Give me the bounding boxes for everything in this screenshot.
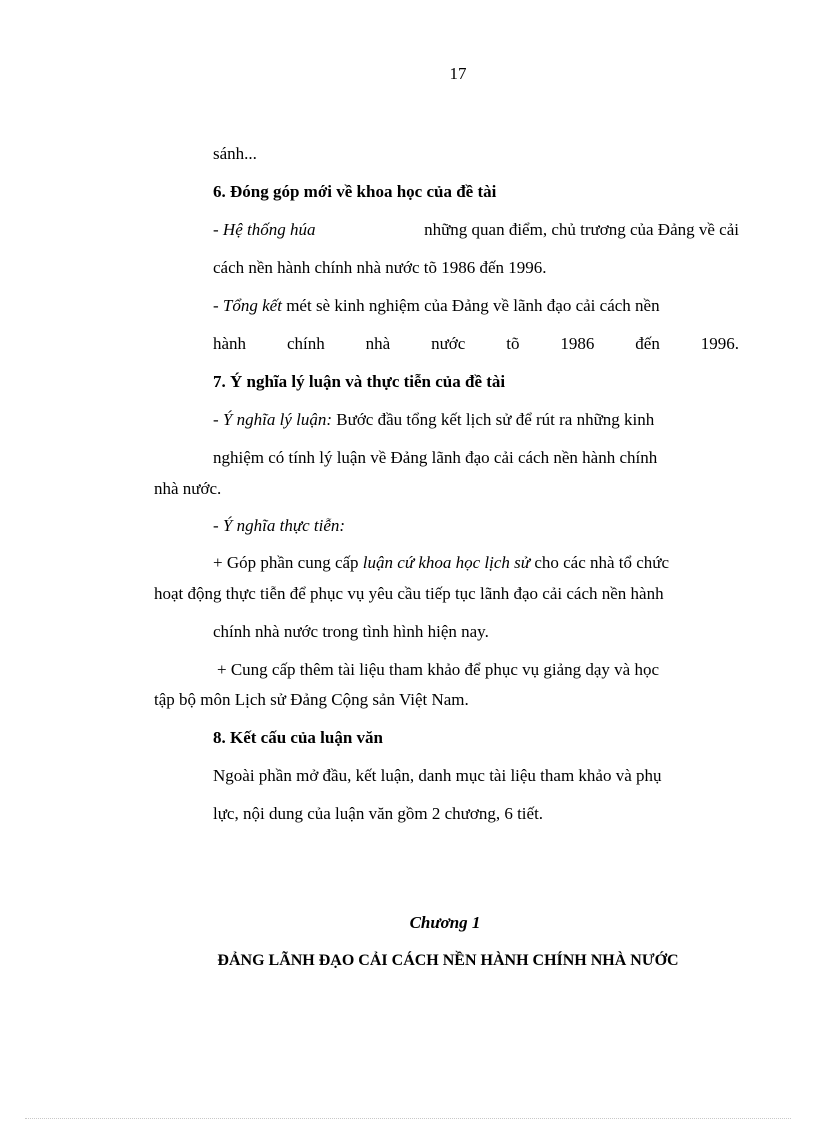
chapter-label: Chương 1 <box>409 913 481 932</box>
word: nhà <box>365 334 391 353</box>
page-bottom-divider <box>25 1118 791 1119</box>
text-line: cách nền hành chính nhà nước tõ 1986 đến 1996. <box>213 258 547 277</box>
text-line: sánh... <box>213 144 257 163</box>
text-line <box>213 220 739 240</box>
text-line: nghiệm có tính lý luận về Đảng lãnh đạo cải cách nền hành chính <box>213 448 658 467</box>
text-fragment: - Hệ thống húa <box>213 220 316 239</box>
text-line: tập bộ môn Lịch sử Đảng Cộng sản Việt Nam. <box>154 690 469 709</box>
word: tõ <box>506 334 520 353</box>
section-heading-6: 6. Đóng góp mới về khoa học của đề tài <box>213 182 497 201</box>
emphasis-text: Ý nghĩa lý luận: <box>222 410 333 429</box>
emphasis-text: Tổng kết <box>222 296 282 315</box>
word: hành <box>213 334 247 353</box>
emphasis-text: Hệ thống húa <box>222 220 316 239</box>
section-heading-8: 8. Kết cấu của luận văn <box>213 728 384 747</box>
justified-line <box>213 334 739 354</box>
text-fragment: những quan điểm, chủ trương của Đảng về cải <box>424 220 739 239</box>
text-fragment: mét sè kinh nghiệm của Đảng về lãnh đạo cải cách nền <box>286 296 660 315</box>
emphasis-text: luận cứ khoa học lịch sử <box>362 553 531 572</box>
chapter-title: ĐẢNG LÃNH ĐẠO CẢI CÁCH NỀN HÀNH CHÍNH NHÀ NƯỚC <box>217 952 679 969</box>
text-fragment: cho các nhà tổ chức <box>534 553 670 572</box>
text-fragment: Bước đầu tổng kết lịch sử để rút ra những kinh <box>336 410 655 429</box>
text-line: lực, nội dung của luận văn gồm 2 chương, 6 tiết. <box>213 804 544 823</box>
text-line: - Ý nghĩa thực tiễn: <box>213 516 346 535</box>
text-line <box>213 553 669 573</box>
word: đến <box>635 334 660 353</box>
text-line: Ngoài phần mở đầu, kết luận, danh mục tài liệu tham khảo và phụ <box>213 766 662 785</box>
text-line: + Cung cấp thêm tài liệu tham khảo để phục vụ giảng dạy và học <box>217 660 660 679</box>
word: 1986 <box>560 334 595 353</box>
word: 1996. <box>700 334 739 353</box>
text-fragment: + Góp phần cung cấp <box>213 553 359 572</box>
section-heading-7: 7. Ý nghĩa lý luận và thực tiễn của đề tài <box>213 372 506 391</box>
word: nước <box>431 334 466 353</box>
text-line: - Tổng kết mét sè kinh nghiệm của Đảng về lãnh đạo cải cách nền <box>213 296 660 315</box>
text-line: - Ý nghĩa lý luận: Bước đầu tổng kết lịch sử để rút ra những kinh <box>213 410 655 429</box>
text-line: hoạt động thực tiễn để phục vụ yêu cầu tiếp tục lãnh đạo cải cách nền hành <box>154 584 664 603</box>
text-line: chính nhà nước trong tình hình hiện nay. <box>213 622 489 641</box>
text-line: nhà nước. <box>154 479 222 498</box>
emphasis-text: Ý nghĩa thực tiễn: <box>222 516 346 535</box>
page-number: 17 <box>449 64 467 83</box>
word: chính <box>286 334 325 353</box>
